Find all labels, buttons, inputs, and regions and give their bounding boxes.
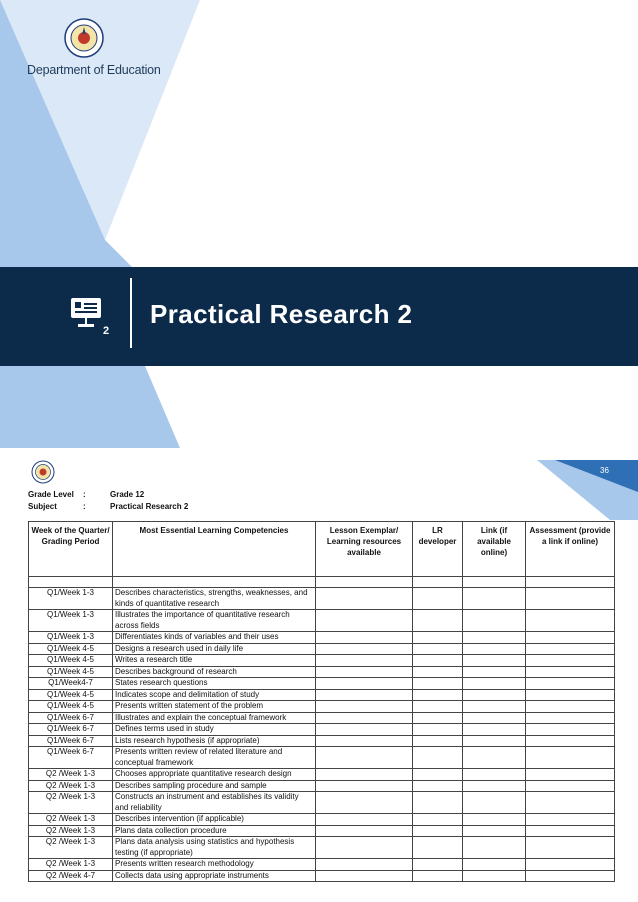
spacer-row [29,577,615,588]
week-cell: Q1/Week4-7 [29,678,113,690]
competency-cell: Plans data collection procedure [113,825,316,837]
lesson-exemplar-cell [316,712,413,724]
competency-cell: Describes sampling procedure and sample [113,780,316,792]
assessment-cell [526,747,615,769]
lesson-exemplar-cell [316,870,413,882]
link-cell [463,724,526,736]
competency-cell: Writes a research title [113,655,316,667]
banner-divider [130,278,132,348]
assessment-cell [526,655,615,667]
table-row [29,701,615,713]
table-row [29,814,615,826]
table-row [29,780,615,792]
week-cell: Q1/Week 1-3 [29,588,113,610]
week-cell: Q1/Week 4-5 [29,689,113,701]
competency-cell: Describes background of research [113,666,316,678]
week-cell: Q1/Week 1-3 [29,610,113,632]
lr-developer-cell [413,632,463,644]
competency-cell: Designs a research used in daily life [113,643,316,655]
competency-cell: Presents written research methodology [113,859,316,871]
week-cell: Q2 /Week 1-3 [29,859,113,871]
grade-level-separator: : [83,490,86,499]
lesson-exemplar-cell [316,588,413,610]
table-row [29,632,615,644]
table-row [29,747,615,769]
lr-developer-cell [413,735,463,747]
week-cell: Q2 /Week 1-3 [29,837,113,859]
lr-developer-cell [413,814,463,826]
competency-cell: Illustrates the importance of quantitative research across fields [113,610,316,632]
assessment-cell [526,769,615,781]
lr-developer-cell [413,747,463,769]
week-cell: Q2 /Week 1-3 [29,825,113,837]
lesson-exemplar-cell [316,643,413,655]
competency-cell: Chooses appropriate quantitative research design [113,769,316,781]
lower-blue-band [0,366,180,448]
lesson-exemplar-cell [316,792,413,814]
table-row [29,792,615,814]
competency-cell: Plans data analysis using statistics and hypothesis testing (if appropriate) [113,837,316,859]
grade-level-value: Grade 12 [110,490,145,499]
table-row [29,588,615,610]
assessment-cell [526,632,615,644]
assessment-cell [526,870,615,882]
lr-developer-cell [413,792,463,814]
page-title: Practical Research 2 [150,299,413,329]
table-header-row [29,522,615,577]
lr-developer-cell [413,701,463,713]
competencies-table [28,521,615,882]
table-row [29,678,615,690]
presentation-board-icon [70,296,112,338]
competency-cell: Illustrates and explain the conceptual framework [113,712,316,724]
link-cell [463,870,526,882]
table-row [29,825,615,837]
link-cell [463,610,526,632]
link-cell [463,655,526,667]
lesson-exemplar-cell [316,825,413,837]
link-cell [463,632,526,644]
competency-cell: Collects data using appropriate instruments [113,870,316,882]
lr-developer-cell [413,712,463,724]
header-lesson-exemplar: Lesson Exemplar/ Learning resources available [316,522,413,577]
link-cell [463,588,526,610]
week-cell: Q1/Week 4-5 [29,701,113,713]
table-row [29,735,615,747]
assessment-cell [526,814,615,826]
lr-developer-cell [413,769,463,781]
table-row [29,837,615,859]
link-cell [463,678,526,690]
week-cell: Q2 /Week 1-3 [29,780,113,792]
link-cell [463,780,526,792]
competency-cell: Presents written review of related literature and conceptual framework [113,747,316,769]
lesson-exemplar-cell [316,735,413,747]
lesson-exemplar-cell [316,689,413,701]
lr-developer-cell [413,780,463,792]
competency-cell: Constructs an instrument and establishes its validity and reliability [113,792,316,814]
header-assessment: Assessment (provide a link if online) [526,522,615,577]
lr-developer-cell [413,678,463,690]
assessment-cell [526,666,615,678]
lr-developer-cell [413,837,463,859]
assessment-cell [526,678,615,690]
link-cell [463,814,526,826]
assessment-cell [526,859,615,871]
link-cell [463,837,526,859]
lesson-exemplar-cell [316,678,413,690]
assessment-cell [526,825,615,837]
table-row [29,769,615,781]
lr-developer-cell [413,588,463,610]
table-row [29,655,615,667]
week-cell: Q1/Week 1-3 [29,632,113,644]
table-row [29,859,615,871]
lr-developer-cell [413,724,463,736]
assessment-cell [526,610,615,632]
week-cell: Q1/Week 6-7 [29,747,113,769]
competency-cell: Lists research hypothesis (if appropriate) [113,735,316,747]
header-lr-developer: LR developer [413,522,463,577]
assessment-cell [526,792,615,814]
lesson-exemplar-cell [316,747,413,769]
page-number: 36 [600,466,609,475]
week-cell: Q2 /Week 1-3 [29,814,113,826]
lesson-exemplar-cell [316,814,413,826]
header-week: Week of the Quarter/ Grading Period [29,522,113,577]
lr-developer-cell [413,870,463,882]
lr-developer-cell [413,655,463,667]
deped-seal-small-icon [31,460,55,484]
lr-developer-cell [413,825,463,837]
header-competency: Most Essential Learning Competencies [113,522,316,577]
title-banner [0,267,638,366]
assessment-cell [526,712,615,724]
link-cell [463,666,526,678]
competency-cell: Describes characteristics, strengths, weaknesses, and kinds of quantitative research [113,588,316,610]
lesson-exemplar-cell [316,837,413,859]
link-cell [463,769,526,781]
week-cell: Q1/Week 4-5 [29,643,113,655]
week-cell: Q2 /Week 1-3 [29,792,113,814]
assessment-cell [526,724,615,736]
deped-seal-icon [64,18,104,58]
competency-cell: Indicates scope and delimitation of study [113,689,316,701]
assessment-cell [526,837,615,859]
lr-developer-cell [413,666,463,678]
competency-cell: States research questions [113,678,316,690]
lr-developer-cell [413,610,463,632]
assessment-cell [526,735,615,747]
assessment-cell [526,689,615,701]
link-cell [463,792,526,814]
link-cell [463,735,526,747]
lesson-exemplar-cell [316,701,413,713]
lesson-exemplar-cell [316,666,413,678]
table-row [29,610,615,632]
lr-developer-cell [413,859,463,871]
grade-level-label: Grade Level [28,490,74,499]
lesson-exemplar-cell [316,655,413,667]
assessment-cell [526,588,615,610]
table-row [29,870,615,882]
lesson-exemplar-cell [316,610,413,632]
table-row [29,643,615,655]
lr-developer-cell [413,689,463,701]
week-cell: Q1/Week 4-5 [29,655,113,667]
week-cell: Q1/Week 6-7 [29,735,113,747]
header-link: Link (if available online) [463,522,526,577]
week-cell: Q1/Week 6-7 [29,724,113,736]
subject-value: Practical Research 2 [110,502,189,511]
lr-developer-cell [413,643,463,655]
lesson-exemplar-cell [316,632,413,644]
lesson-exemplar-cell [316,724,413,736]
competency-cell: Describes intervention (if applicable) [113,814,316,826]
table-row [29,724,615,736]
week-cell: Q1/Week 6-7 [29,712,113,724]
assessment-cell [526,701,615,713]
subject-separator: : [83,502,86,511]
lesson-exemplar-cell [316,780,413,792]
link-cell [463,712,526,724]
link-cell [463,689,526,701]
lesson-exemplar-cell [316,859,413,871]
link-cell [463,643,526,655]
week-cell: Q2 /Week 4-7 [29,870,113,882]
week-cell: Q2 /Week 1-3 [29,769,113,781]
assessment-cell [526,780,615,792]
link-cell [463,859,526,871]
competency-cell: Differentiates kinds of variables and their uses [113,632,316,644]
link-cell [463,747,526,769]
table-row [29,689,615,701]
lesson-exemplar-cell [316,769,413,781]
subject-label: Subject [28,502,57,511]
link-cell [463,701,526,713]
organization-name: Department of Education [27,63,161,77]
competency-cell: Defines terms used in study [113,724,316,736]
table-row [29,712,615,724]
week-cell: Q1/Week 4-5 [29,666,113,678]
competency-cell: Presents written statement of the problem [113,701,316,713]
assessment-cell [526,643,615,655]
table-row [29,666,615,678]
link-cell [463,825,526,837]
banner-icon-subscript: 2 [103,325,110,337]
